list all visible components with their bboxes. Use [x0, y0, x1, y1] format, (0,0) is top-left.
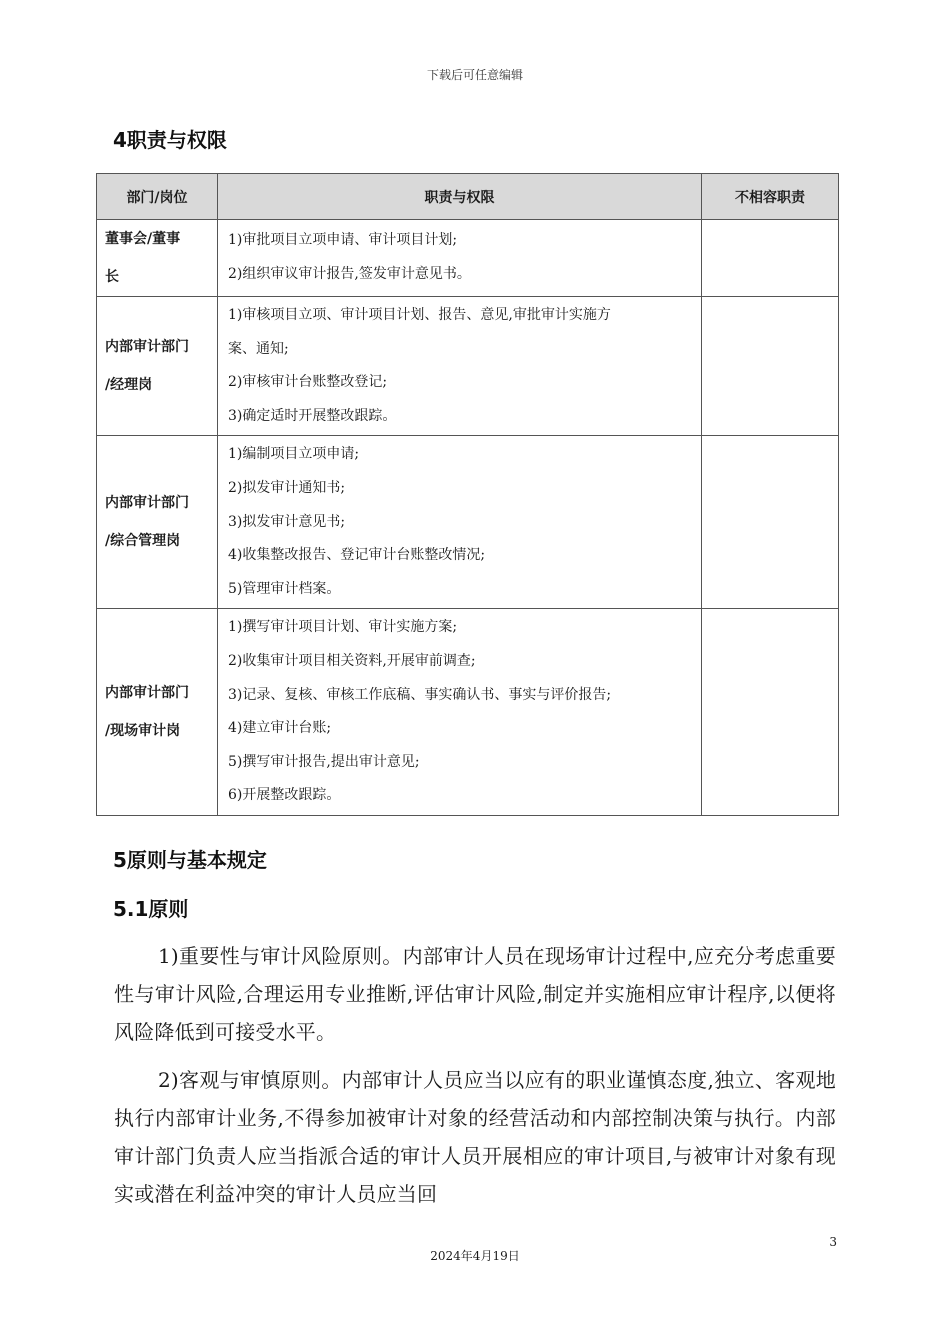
dept-line: 内部审计部门	[105, 339, 189, 356]
dept-cell	[97, 297, 218, 436]
table-row	[97, 220, 839, 297]
duty-line: 4)收集整改报告、登记审计台账整改情况;	[228, 547, 486, 564]
dept-cell	[97, 220, 218, 297]
duty-line: 3)记录、复核、审核工作底稿、事实确认书、事实与评价报告;	[228, 686, 612, 703]
duty-line: 2)收集审计项目相关资料,开展审前调查;	[228, 652, 476, 669]
duty-line: 1)审批项目立项申请、审计项目计划;	[228, 232, 458, 249]
duty-line: 案、通知;	[228, 340, 289, 357]
dept-line: /现场审计岗	[105, 723, 181, 740]
duty-line: 1)审核项目立项、审计项目计划、报告、意见,审批审计实施方	[228, 307, 611, 323]
duties-cell	[218, 297, 702, 436]
duty-line: 2)审核审计台账整改登记;	[228, 374, 388, 391]
conflict-cell	[702, 220, 839, 297]
dept-cell	[97, 436, 218, 609]
paragraph-importance-risk: 1)重要性与审计风险原则。内部审计人员在现场审计过程中,应充分考虑重要性与审计风险,合理运用专业推断,评估审计风险,制定并实施相应审计程序,以便将风险降低到可接受水平。	[114, 944, 836, 1044]
duty-line: 6)开展整改跟踪。	[228, 787, 341, 804]
table-row	[97, 297, 839, 436]
header-note: 下载后可任意编辑	[426, 68, 523, 82]
dept-line: 长	[105, 269, 119, 285]
duty-line: 4)建立审计台账;	[228, 720, 332, 737]
header-conflict: 不相容职责	[702, 174, 839, 220]
duties-cell	[218, 220, 702, 297]
duties-cell	[218, 436, 702, 609]
footer-date: 2024年4月19日	[430, 1249, 520, 1263]
section-4-heading: 4职责与权限	[113, 128, 227, 152]
paragraph-objective-prudent: 2)客观与审慎原则。内部审计人员应当以应有的职业谨慎态度,独立、客观地执行内部审计业务,不得参加被审计对象的经营活动和内部控制决策与执行。内部审计部门负责人应当指派合适的审计人员开展相应的审计项目,与被审计对象有现实或潜在利益冲突的审计人员应当回	[114, 1068, 836, 1206]
table-row	[97, 436, 839, 609]
duty-line: 3)拟发审计意见书;	[228, 513, 346, 530]
duty-line: 5)撰写审计报告,提出审计意见;	[228, 753, 420, 770]
conflict-cell	[702, 609, 839, 816]
table-row	[97, 609, 839, 816]
table-header-row	[97, 174, 839, 220]
header-duties: 职责与权限	[218, 174, 702, 220]
dept-line: /经理岗	[105, 377, 153, 394]
header-dept: 部门/岗位	[97, 174, 218, 220]
duty-line: 3)确定适时开展整改跟踪。	[228, 407, 397, 424]
section-5-1-heading: 5.1原则	[113, 897, 189, 921]
duty-line: 1)编制项目立项申请;	[228, 446, 360, 463]
duty-line: 2)拟发审计通知书;	[228, 479, 346, 496]
duty-line: 1)撰写审计项目计划、审计实施方案;	[228, 619, 458, 636]
dept-line: 内部审计部门	[105, 685, 189, 702]
page-number: 3	[829, 1235, 837, 1249]
conflict-cell	[702, 297, 839, 436]
dept-line: /综合管理岗	[105, 533, 181, 550]
duty-line: 5)管理审计档案。	[228, 580, 341, 597]
dept-cell	[97, 609, 218, 816]
conflict-cell	[702, 436, 839, 609]
dept-line: 内部审计部门	[105, 495, 189, 512]
duties-cell	[218, 609, 702, 816]
duty-line: 2)组织审议审计报告,签发审计意见书。	[228, 266, 471, 282]
dept-line: 董事会/董事	[105, 231, 181, 247]
section-5-heading: 5原则与基本规定	[113, 848, 267, 872]
duty-table	[96, 173, 839, 816]
